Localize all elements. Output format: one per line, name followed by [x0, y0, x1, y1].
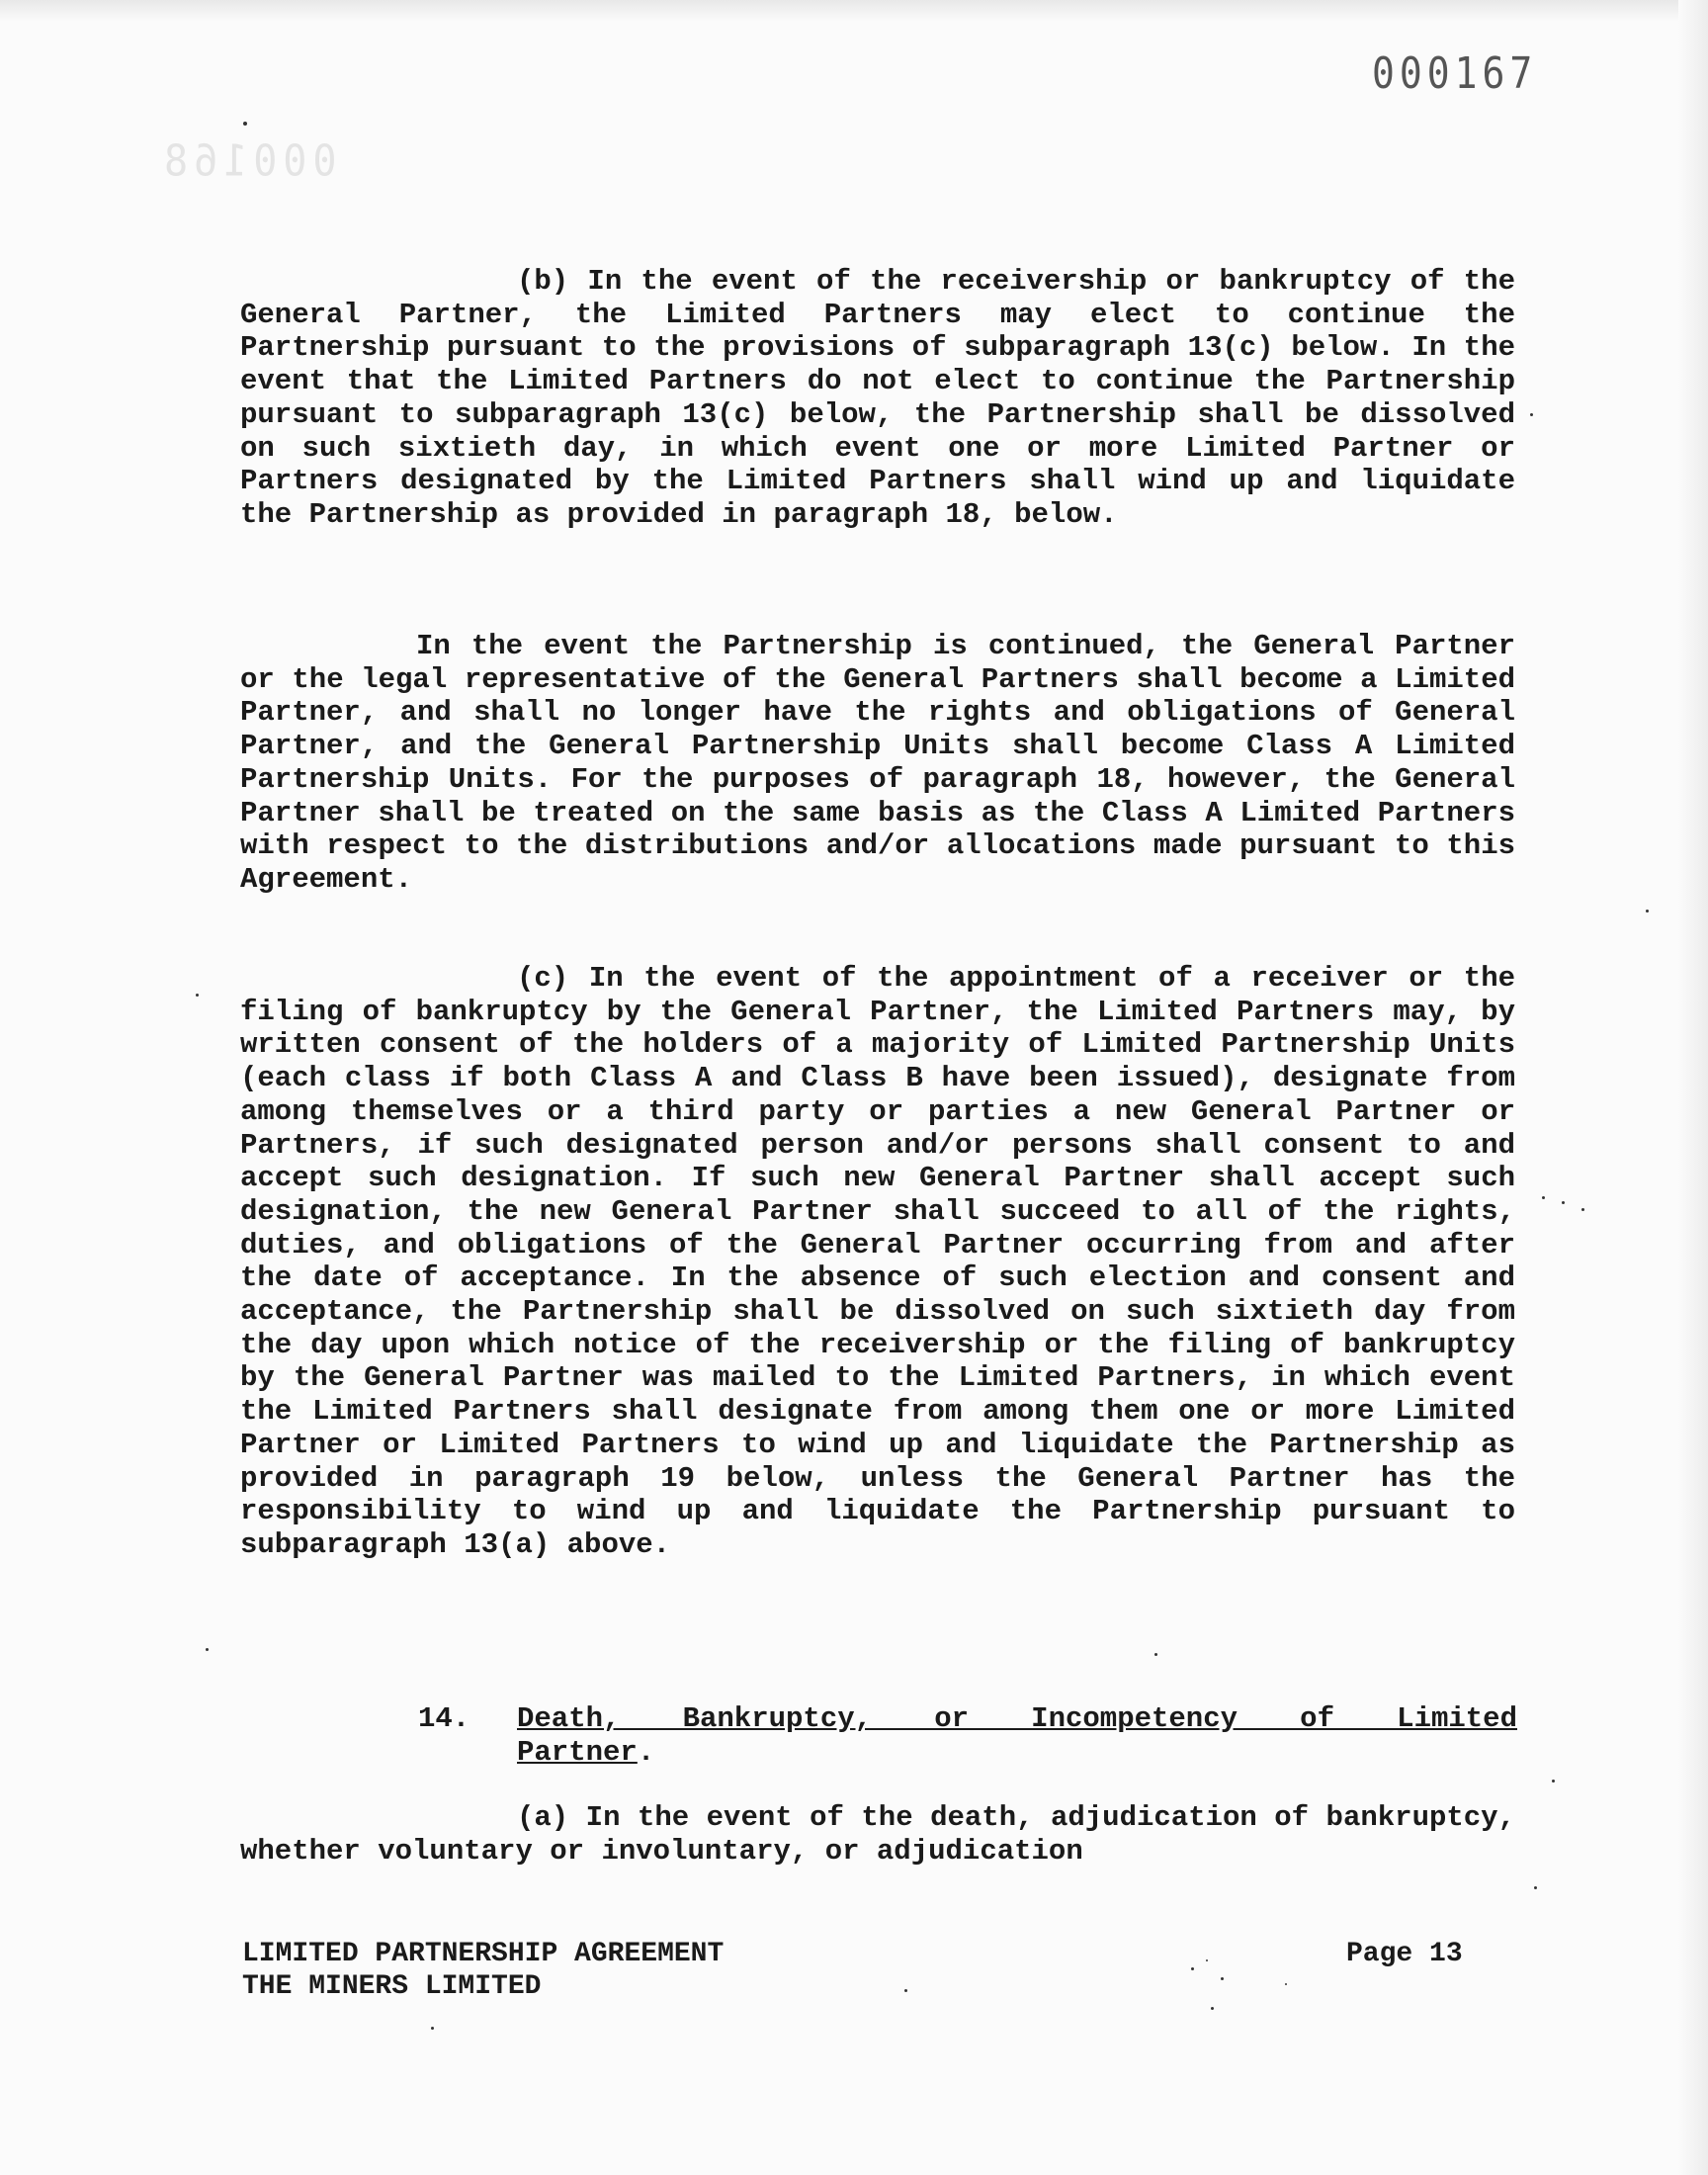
paragraph-14a-text: (a) In the event of the death, adjudication of bankruptcy, whether voluntary or involuntary, or adjudication — [240, 1801, 1515, 1868]
scan-right-edge — [1678, 0, 1708, 2175]
paragraph-14a — [240, 1801, 1515, 1868]
scan-speck — [1542, 1196, 1545, 1199]
scan-speck — [1221, 1977, 1224, 1980]
section-title-line2: Partner — [517, 1736, 638, 1769]
scan-speck — [196, 994, 199, 997]
scan-speck — [1552, 1780, 1555, 1783]
bleed-through-stamp: 000168 — [158, 135, 337, 187]
paragraph-13c-text: (c) In the event of the appointment of a receiver or the filing of bankruptcy by the General Partner, the Limited Partners may, by written consent of the holders of a majority of Limited Partnership Units (each class if both Class A and Class B have been issued), designate from among themselves or a third party or parties a new General Partner or Partners, if such designated person and/or persons shall consent to and accept such designation. If such new General Partner shall accept such designation, the new General Partner shall succeed to all of the rights, duties, and obligations of the General Partner occurring from and after the date of acceptance. In the absence of such election and consent and acceptance, the Partnership shall be dissolved on such sixtieth day from the day upon which notice of the receivership or the filing of bankruptcy by the General Partner was mailed to the Limited Partners, in which event the Limited Partners shall designate from among them one or more Limited Partner or Limited Partners to wind up and liquidate the Partnership as provided in paragraph 19 below, unless the General Partner has the responsibility to wind up and liquidate the Partnership pursuant to subparagraph 13(a) above. — [240, 962, 1515, 1561]
section-number: 14. — [418, 1702, 470, 1735]
scan-speck — [1191, 1967, 1194, 1970]
page-number: Page 13 — [1346, 1939, 1463, 1969]
bates-stamp: 000167 — [1372, 47, 1538, 99]
paragraph-13b — [240, 265, 1515, 532]
scan-speck — [243, 122, 247, 126]
paragraph-13c — [240, 962, 1515, 1562]
scan-speck — [1646, 910, 1649, 913]
section-title — [517, 1702, 1517, 1770]
scan-speck — [431, 2027, 434, 2030]
scan-speck — [1285, 1983, 1287, 1985]
section-title-line1: Death, Bankruptcy, or Incompetency of Limited — [517, 1702, 1517, 1735]
scan-speck — [904, 1989, 907, 1992]
scan-speck — [1562, 1201, 1565, 1204]
scan-speck — [1530, 413, 1533, 416]
scan-speck — [1534, 1886, 1537, 1889]
footer-line1: LIMITED PARTNERSHIP AGREEMENT — [242, 1939, 725, 1969]
scan-speck — [1211, 2007, 1214, 2010]
footer-line2: THE MINERS LIMITED — [242, 1971, 542, 2002]
paragraph-13b-continuation — [240, 630, 1515, 897]
scan-top-edge — [0, 0, 1708, 22]
scan-speck — [1206, 1959, 1208, 1961]
paragraph-13b-text: (b) In the event of the receivership or bankruptcy of the General Partner, the Limited Partners may elect to continue the Partnership pursuant to the provisions of subparagraph 13(c) below. In the event that the Limited Partners do not elect to continue the Partnership pursuant to subparagraph 13(c) below, the Partnership shall be dissolved on such sixtieth day, in which event one or more Limited Partner or Partners designated by the Limited Partners shall wind up and liquidate the Partnership as provided in paragraph 18, below. — [240, 265, 1515, 531]
footer-title — [242, 1938, 724, 2003]
scan-speck — [1154, 1653, 1157, 1656]
section-title-period: . — [637, 1736, 655, 1769]
scan-speck — [206, 1648, 209, 1651]
scan-speck — [1581, 1208, 1584, 1211]
paragraph-continuation-text: In the event the Partnership is continued, the General Partner or the legal representative of the General Partners shall become a Limited Partner, and shall no longer have the rights and obligations of General Partner, and the General Partnership Units shall become Class A Limited Partnership Units. For the purposes of paragraph 18, however, the General Partner shall be treated on the same basis as the Class A Limited Partners with respect to the distributions and/or allocations made pursuant to this Agreement. — [240, 630, 1515, 896]
